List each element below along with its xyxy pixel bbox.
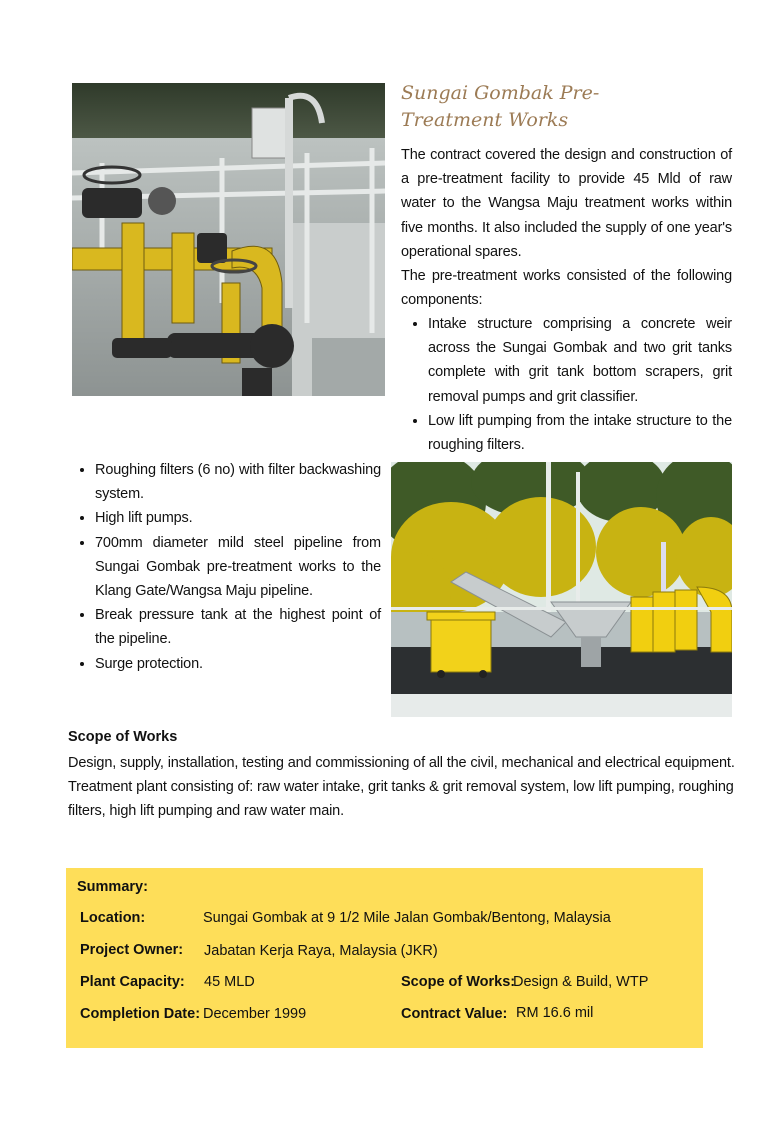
list-item: • High lift pumps. (95, 506, 381, 530)
page-title (401, 80, 741, 134)
completion-label: Completion Date: (80, 1006, 201, 1022)
contract-value-label: Contract Value: (401, 1006, 508, 1022)
intro-paragraph-1: The contract covered the design and construction of a pre-treatment facility to provide 45 Mld of raw water to the Wangsa Maju treatment works within five months. It also included the supply of one year's operational spares. (401, 147, 732, 260)
scope-summary-value: Design & Build, WTP (513, 974, 649, 990)
list-item: • 700mm diameter mild steel pipeline from Sungai Gombak pre-treatment works to the Klang Gate/Wangsa Maju pipeline. (95, 531, 381, 604)
title-line-1: Sungai Gombak Pre- (401, 82, 600, 104)
list-item: • Intake structure comprising a concrete weir across the Sungai Gombak and two grit tanks complete with grit tank bottom scrapers, grit removal pumps and grit classifier. (428, 312, 732, 409)
treatment-works-photo (391, 462, 732, 717)
intro-text (401, 143, 732, 312)
capacity-label: Plant Capacity: (80, 974, 185, 990)
valve-assembly-photo (72, 83, 385, 396)
scope-summary-label: Scope of Works: (401, 974, 516, 990)
location-label: Location: (80, 910, 146, 926)
scope-line-2: Treatment plant consisting of: raw water intake, grit tanks & grit removal system, low lift pumping, roughing filters, high lift pumping and raw water main. (68, 779, 734, 820)
location-value: Sungai Gombak at 9 1/2 Mile Jalan Gombak/Bentong, Malaysia (203, 910, 611, 926)
scope-line-1: Design, supply, installation, testing and commissioning of all the civil, mechanical and electrical equipment. (68, 755, 735, 771)
contract-value: RM 16.6 mil (516, 1005, 594, 1021)
title-line-2: Treatment Works (401, 109, 569, 131)
summary-heading: Summary: (77, 879, 148, 895)
scope-heading: Scope of Works (68, 729, 178, 745)
list-item: • Roughing filters (6 no) with filter backwashing system. (95, 458, 381, 506)
capacity-value: 45 MLD (204, 974, 255, 990)
scope-text (68, 751, 738, 824)
completion-value: December 1999 (203, 1006, 307, 1022)
list-item: • Surge protection. (95, 652, 381, 676)
owner-label: Project Owner: (80, 942, 184, 958)
components-list-a (401, 312, 732, 457)
owner-value: Jabatan Kerja Raya, Malaysia (JKR) (204, 943, 438, 959)
list-item: • Low lift pumping from the intake structure to the roughing filters. (428, 409, 732, 457)
components-list-b (68, 458, 381, 676)
list-item: • Break pressure tank at the highest point of the pipeline. (95, 603, 381, 651)
intro-paragraph-2: The pre-treatment works consisted of the following components: (401, 268, 732, 309)
